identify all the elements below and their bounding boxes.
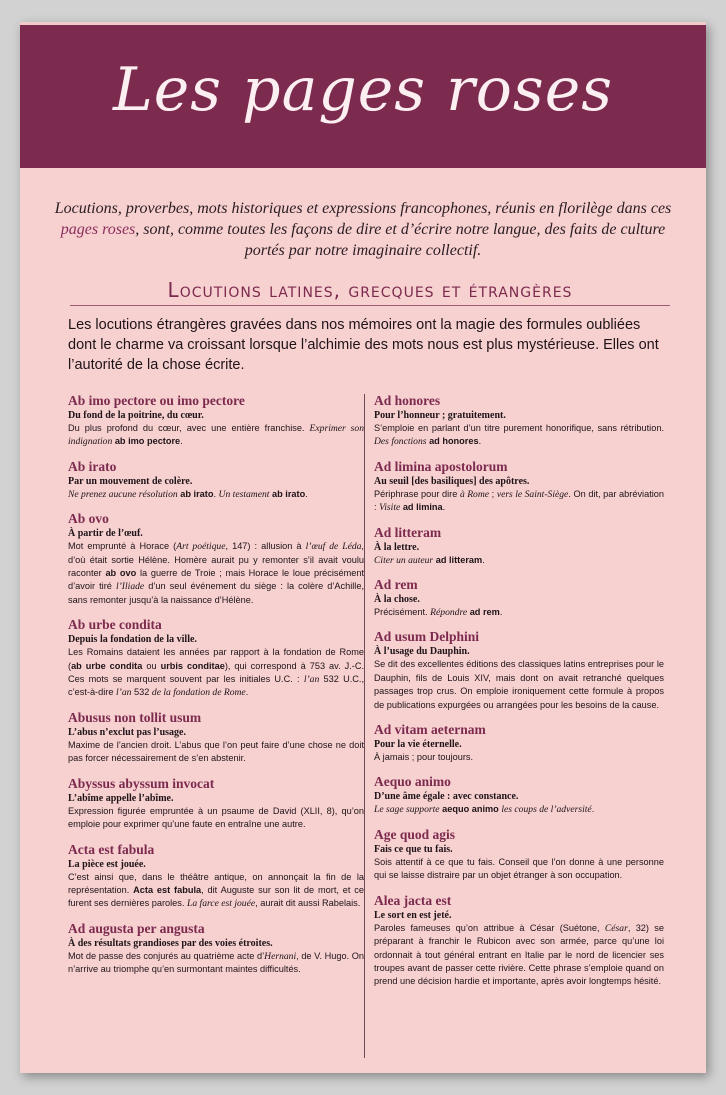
- entry-meaning: Au seuil [des basiliques] des apôtres.: [374, 475, 530, 487]
- dictionary-entry: [68, 458, 364, 501]
- dictionary-entry: [374, 628, 664, 712]
- entry-meaning: Le sort en est jeté.: [374, 909, 452, 921]
- dictionary-entry: [68, 709, 364, 766]
- intro-text-end: , sont, comme toutes les façons de dire et d’écrire notre langue, des faits de culture portés par notre imaginaire collectif.: [135, 221, 666, 259]
- entry-term: Abyssus abyssum invocat: [68, 775, 215, 791]
- dictionary-page: [20, 22, 706, 1073]
- entry-meaning: Pour l’honneur ; gratuitement.: [374, 410, 506, 421]
- dictionary-entry: [374, 721, 664, 764]
- entry-description: Mot de passe des conjurés au quatrième acte d’Hernani, de V. Hugo. On n’arrive au triomphe qu’en surmontant maintes difficultés.: [68, 950, 365, 975]
- entries-columns: [68, 392, 680, 1053]
- entry-meaning: Pour la vie éternelle.: [374, 739, 462, 751]
- entry-description: Maxime de l’ancien droit. L’abus que l’on peut faire d’une chose ne doit pas forcer nécessairement de s’en abstenir.: [68, 739, 364, 764]
- entry-term: Ab urbe condita: [68, 617, 162, 633]
- entry-description: Se dit des excellentes éditions des classiques latins entreprises pour le Dauphin, fils de Louis XIV, mais dont on avait retranché quelques passages trop crus. On emploie ironiquement cette formule à propos de publications expurgées ou arrangées pour les besoins de la cause.: [374, 659, 664, 710]
- entry-description: Citer un auteur ad litteram.: [374, 554, 485, 566]
- entry-meaning: L’abus n’exclut pas l’usage.: [68, 726, 186, 738]
- column-divider: [364, 394, 365, 1058]
- page-title: Les pages roses: [112, 55, 614, 125]
- entry-meaning: La pièce est jouée.: [68, 858, 146, 870]
- entry-term: Ad rem: [374, 577, 418, 593]
- entry-description: Précisément. Répondre ad rem.: [374, 607, 503, 619]
- entry-description: S’emploie en parlant d’un titre purement honorifique, sans rétribution. Des fonctions ad honores.: [374, 423, 664, 448]
- entry-meaning: L’abîme appelle l’abîme.: [68, 792, 174, 804]
- intro-text-start: Locutions, proverbes, mots historiques et expressions francophones, réunis en florilège dans ces: [54, 200, 672, 217]
- intro-paragraph: [50, 198, 676, 261]
- dictionary-entry: [374, 392, 664, 449]
- entry-term: Ad usum Delphini: [374, 629, 480, 645]
- entry-term: Aequo animo: [374, 774, 451, 790]
- entry-term: Ad limina apostolorum: [374, 458, 508, 474]
- entry-meaning: Fais ce que tu fais.: [374, 843, 453, 855]
- entry-meaning: Depuis la fondation de la ville.: [68, 634, 197, 646]
- entry-meaning: Du fond de la poitrine, du cœur.: [68, 410, 204, 421]
- entry-term: Ad litteram: [374, 524, 442, 540]
- entry-meaning: Par un mouvement de colère.: [68, 475, 193, 487]
- entry-description: Expression figurée empruntée à un psaume de David (XLII, 8), qu’on emploie pour exprimer qu’une faute en entraîne une autre.: [68, 805, 364, 830]
- dictionary-entry: [374, 773, 664, 816]
- dictionary-entry: [68, 920, 364, 977]
- entry-term: Ad vitam aeternam: [374, 722, 486, 738]
- entry-term: Alea jacta est: [374, 892, 452, 908]
- dictionary-entry: [374, 576, 664, 619]
- entry-term: Ab irato: [68, 458, 117, 474]
- dictionary-entry: [374, 826, 664, 883]
- dictionary-entry: [374, 458, 664, 515]
- entry-description: Les Romains dataient les années par rapport à la fondation de Rome (ab urbe condita ou urbis conditae), qui correspond à 753 av. J.-C. Ces mots se marquent souvent par les initiales U.C. : l’an 532 U.C., c’est-à-dire l’an 532 de la fondation de Rome.: [68, 647, 365, 699]
- entry-description: C’est ainsi que, dans le théâtre antique, on annonçait la fin de la représentation. Acta est fabula, dit Auguste sur son lit de mort, et ce furent ses dernières paroles. La farce est jouée, aurait dit aussi Rabelais.: [68, 871, 365, 910]
- entry-description: Ne prenez aucune résolution ab irato. Un testament ab irato.: [68, 488, 308, 500]
- section-title: Locutions latines, grecques et étrangères: [70, 278, 670, 306]
- entry-meaning: À l’usage du Dauphin.: [374, 646, 470, 658]
- dictionary-entry: [68, 510, 364, 607]
- entry-meaning: À des résultats grandioses par des voies étroites.: [68, 937, 273, 949]
- title-banner: [20, 22, 706, 168]
- entry-term: Ad augusta per angusta: [68, 920, 205, 936]
- entry-description: Paroles fameuses qu’on attribue à César (Suétone, César, 32) se préparant à franchir le Rubicon avec son armée, parce qu’une loi ordonnait à tout général entrant en Italie par le nord de licencier ses troupes avant de passer cette rivière. Cette phrase s’emploie quand on prend une décision hardie et importante, après avoir longtemps hésité.: [374, 922, 665, 987]
- dictionary-entry: [68, 775, 364, 832]
- entry-meaning: À partir de l’œuf.: [68, 528, 143, 540]
- entry-term: Acta est fabula: [68, 841, 155, 857]
- entry-meaning: À la chose.: [374, 594, 420, 606]
- entry-term: Ab imo pectore ou imo pectore: [68, 393, 245, 408]
- entry-term: Ad honores: [374, 393, 441, 408]
- entry-term: Abusus non tollit usum: [68, 709, 202, 725]
- entry-description: Mot emprunté à Horace (Art poétique, 147) : allusion à l’œuf de Léda, d’où était sortie Hélène. Homère aurait pu y remonter s’il avait voulu raconter ab ovo la guerre de Troie ; mais Horace le loue précisément d’avoir tiré l’Iliade d’un seul événement du siège : la colère d’Achille, sans remonter jusqu’à la naissance d’Hélène.: [68, 541, 365, 605]
- entry-description: Le sage supporte aequo animo les coups de l’adversité.: [374, 804, 595, 816]
- dictionary-entry: [68, 841, 364, 911]
- entry-term: Ab ovo: [68, 511, 109, 527]
- entry-term: Age quod agis: [374, 826, 456, 842]
- intro-highlight: pages roses: [60, 221, 136, 238]
- dictionary-entry: [68, 392, 364, 449]
- entry-description: À jamais ; pour toujours.: [374, 752, 474, 763]
- left-column: [68, 392, 364, 986]
- dictionary-entry: [68, 616, 364, 700]
- dictionary-entry: [374, 524, 664, 567]
- entry-description: Du plus profond du cœur, avec une entière franchise. Exprimer son indignation ab imo pectore.: [68, 423, 365, 448]
- entry-description: Périphrase pour dire à Rome ; vers le Saint-Siège. On dit, par abréviation : Visite ad limina.: [374, 488, 665, 514]
- entry-meaning: À la lettre.: [374, 541, 420, 553]
- entry-meaning: D’une âme égale : avec constance.: [374, 791, 519, 803]
- right-column: [374, 392, 664, 998]
- dictionary-entry: [374, 892, 664, 989]
- section-lead: Les locutions étrangères gravées dans nos mémoires ont la magie des formules oubliées dont le charme va croissant lorsque l’alchimie des mots nous est plus mystérieuse. Elles ont l’autorité de la chose écrite.: [68, 317, 659, 373]
- entry-description: Sois attentif à ce que tu fais. Conseil que l’on donne à une personne qui se laisse distraire par un objet étranger à son occupation.: [374, 856, 664, 881]
